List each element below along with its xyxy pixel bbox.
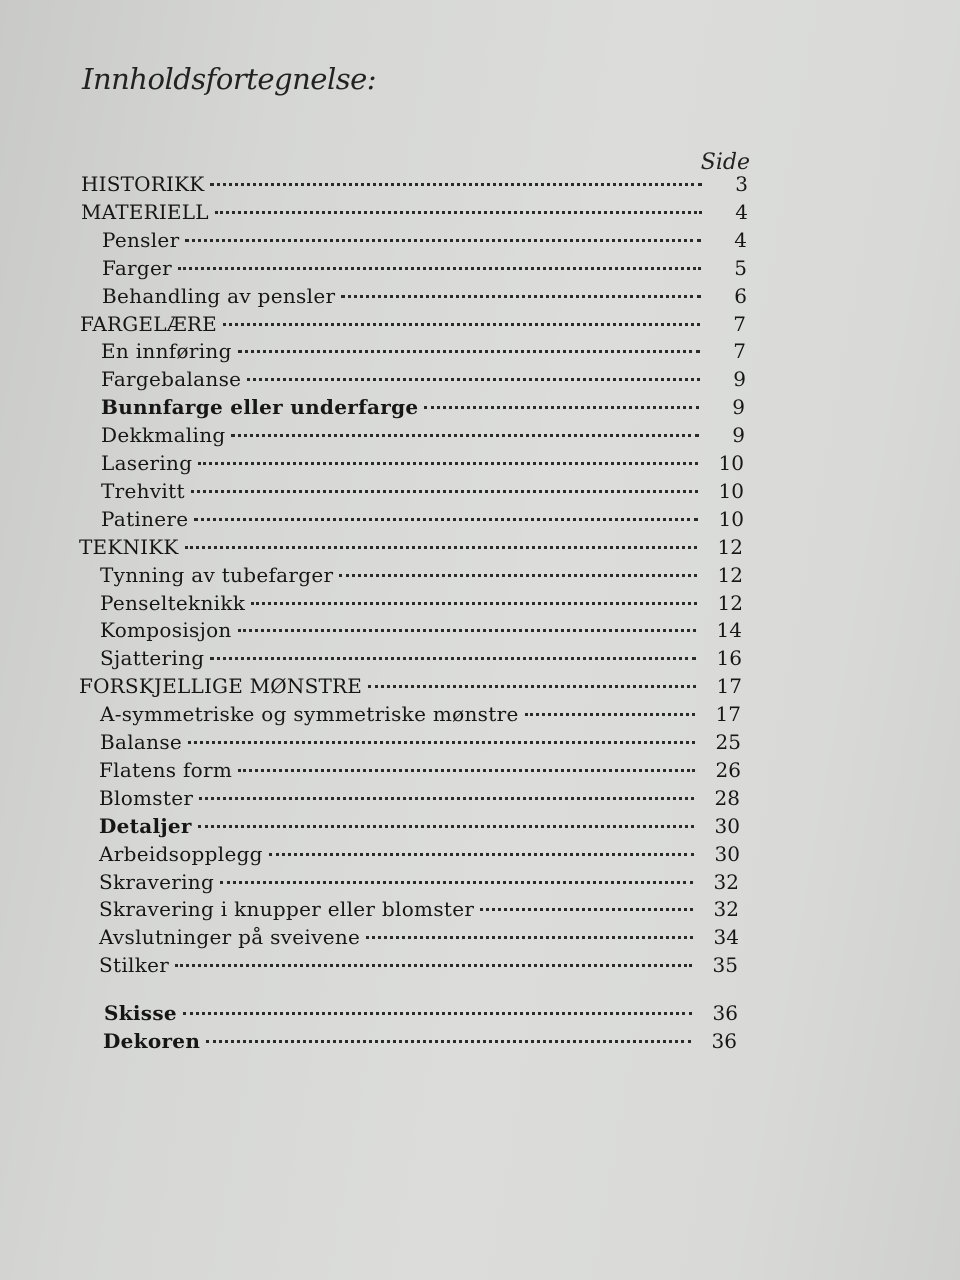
dot-leader <box>210 183 702 186</box>
toc-entry-title: Farger <box>102 255 173 280</box>
toc-entry-title: Flatens form <box>99 757 233 782</box>
toc-entry <box>81 198 748 226</box>
toc-entry <box>101 337 746 365</box>
toc-entry-page-number: 17 <box>715 702 741 727</box>
toc-entry-page-number: 5 <box>734 255 747 280</box>
toc-entry-title: Blomster <box>99 785 194 810</box>
toc-entry-page-number: 30 <box>714 813 740 838</box>
toc-entry-page-number: 36 <box>712 1001 738 1026</box>
toc-entry-title: Fargebalanse <box>101 367 242 392</box>
dot-leader <box>183 1012 692 1015</box>
toc-entry-title: Komposisjon <box>100 618 232 643</box>
toc-entry <box>79 672 742 700</box>
toc-entry <box>100 728 741 756</box>
dot-leader <box>198 825 694 828</box>
toc-entry-page-number: 9 <box>732 423 745 448</box>
dot-leader <box>247 378 700 381</box>
toc-entry-title: Penselteknikk <box>100 590 246 615</box>
toc-entry-page-number: 25 <box>715 730 741 754</box>
toc-entry-page-number: 6 <box>734 283 747 308</box>
dot-leader <box>178 267 701 270</box>
toc-entry <box>101 449 744 477</box>
toc-entry-page-number: 34 <box>713 925 739 950</box>
dot-leader <box>424 406 699 409</box>
toc-entry-page-number: 3 <box>735 172 748 196</box>
toc-entry <box>99 812 740 840</box>
toc-entry <box>79 533 743 561</box>
toc-entry-title: Dekoren <box>103 1029 201 1053</box>
toc-entry-title: TEKNIKK <box>79 534 179 559</box>
dot-leader <box>339 574 697 577</box>
page-column-label: Side <box>700 150 750 175</box>
dot-leader <box>194 518 698 521</box>
toc-entry <box>99 756 741 784</box>
dot-leader <box>238 769 695 772</box>
toc-entry <box>102 254 747 282</box>
toc-entry-title: FARGELÆRE <box>80 311 217 336</box>
toc-entry-title: Sjattering <box>100 646 205 671</box>
toc-entry-page-number: 17 <box>716 674 742 699</box>
toc-entry-title: Skravering i knupper eller blomster <box>99 897 475 922</box>
toc-entry <box>99 868 739 896</box>
toc-entry-title: Skisse <box>104 1001 177 1026</box>
toc-entry-page-number: 35 <box>712 953 738 978</box>
dot-leader <box>198 462 698 465</box>
toc-entry-title: Dekkmaling <box>101 423 226 448</box>
dot-leader <box>525 713 695 716</box>
dot-leader <box>366 936 693 939</box>
toc-entry-page-number: 10 <box>718 451 744 475</box>
dot-leader <box>175 964 692 967</box>
toc-entry-page-number: 9 <box>733 367 746 392</box>
dot-leader <box>223 323 700 326</box>
toc-entry-page-number: 10 <box>718 506 744 531</box>
toc-entry-page-number: 7 <box>733 339 746 364</box>
toc-entry-title: Tynning av tubefarger <box>100 562 334 587</box>
toc-entry <box>102 282 747 310</box>
toc-entry-page-number: 36 <box>711 1029 737 1053</box>
toc-entry-page-number: 10 <box>718 478 744 503</box>
dot-leader <box>210 657 696 660</box>
dot-leader <box>185 239 701 242</box>
toc-entry-title: Lasering <box>101 451 193 475</box>
toc-entry-page-number: 16 <box>716 646 742 671</box>
dot-leader <box>191 490 698 493</box>
toc-entry <box>99 784 740 812</box>
dot-leader <box>199 797 694 800</box>
toc-entry-title: Balanse <box>100 730 183 754</box>
toc-entry-title: Pensler <box>102 227 180 252</box>
toc-entry <box>99 923 739 951</box>
toc-entry <box>100 616 742 644</box>
toc-entry-page-number: 12 <box>717 562 743 587</box>
toc-entry-page-number: 7 <box>733 311 746 336</box>
dot-leader <box>251 602 697 605</box>
dot-leader <box>185 546 697 549</box>
toc-entry-title: Arbeidsopplegg <box>99 841 263 866</box>
toc-entry <box>80 310 746 338</box>
dot-leader <box>231 434 699 437</box>
toc-entry-page-number: 30 <box>714 841 740 866</box>
toc-entry <box>99 951 738 979</box>
toc-entry-page-number: 4 <box>735 199 748 224</box>
toc-entry <box>101 505 744 533</box>
toc-entry <box>100 589 743 617</box>
toc-entry-page-number: 12 <box>717 534 743 559</box>
toc-entry <box>99 895 739 923</box>
toc-entry-page-number: 32 <box>713 897 739 922</box>
dot-leader <box>238 350 700 353</box>
toc-entry-title: Avslutninger på sveivene <box>99 925 361 950</box>
toc-entry-title: Detaljer <box>99 813 192 838</box>
toc-entry <box>103 1027 737 1055</box>
toc-heading: Innholdsfortegnelse: <box>82 62 377 96</box>
toc-entry-title: Patinere <box>101 506 189 531</box>
dot-leader <box>269 853 694 856</box>
toc-entry-page-number: 14 <box>716 618 742 643</box>
dot-leader <box>238 629 696 632</box>
toc-entry-title: Bunnfarge eller underfarge <box>101 395 419 420</box>
toc-entry-page-number: 28 <box>714 785 740 810</box>
toc-entry-page-number: 9 <box>732 395 745 420</box>
toc-entry-page-number: 12 <box>717 590 743 615</box>
dot-leader <box>188 741 695 744</box>
toc-entry-title: Trehvitt <box>101 478 185 503</box>
toc-entry-page-number: 26 <box>715 757 741 782</box>
toc-entry <box>100 644 742 672</box>
dot-leader <box>480 908 693 911</box>
toc-entry <box>104 999 738 1027</box>
dot-leader <box>341 295 701 298</box>
dot-leader <box>206 1040 691 1043</box>
toc-entry <box>100 700 741 728</box>
toc-entry-page-number: 32 <box>713 869 739 894</box>
toc-entry-title: FORSKJELLIGE MØNSTRE <box>79 674 363 699</box>
toc-entry <box>99 840 740 868</box>
toc-entry-page-number: 4 <box>734 227 747 252</box>
toc-entry-title: Stilker <box>99 953 170 978</box>
dot-leader <box>368 685 696 688</box>
toc-entry <box>101 365 746 393</box>
toc-entry <box>100 561 743 589</box>
toc-entry <box>101 393 745 421</box>
dot-leader <box>215 211 702 214</box>
dot-leader <box>220 881 693 884</box>
toc-entry-title: A-symmetriske og symmetriske mønstre <box>100 702 519 727</box>
toc-entry-title: MATERIELL <box>81 199 209 224</box>
toc-entry-title: En innføring <box>101 339 232 364</box>
toc-entry-title: HISTORIKK <box>81 172 205 196</box>
toc-entry-title: Behandling av pensler <box>102 283 336 308</box>
toc-entry-title: Skravering <box>99 869 215 894</box>
toc-entry <box>101 421 745 449</box>
toc-entry <box>81 170 748 198</box>
toc-entry <box>102 226 747 254</box>
toc-entry <box>101 477 744 505</box>
